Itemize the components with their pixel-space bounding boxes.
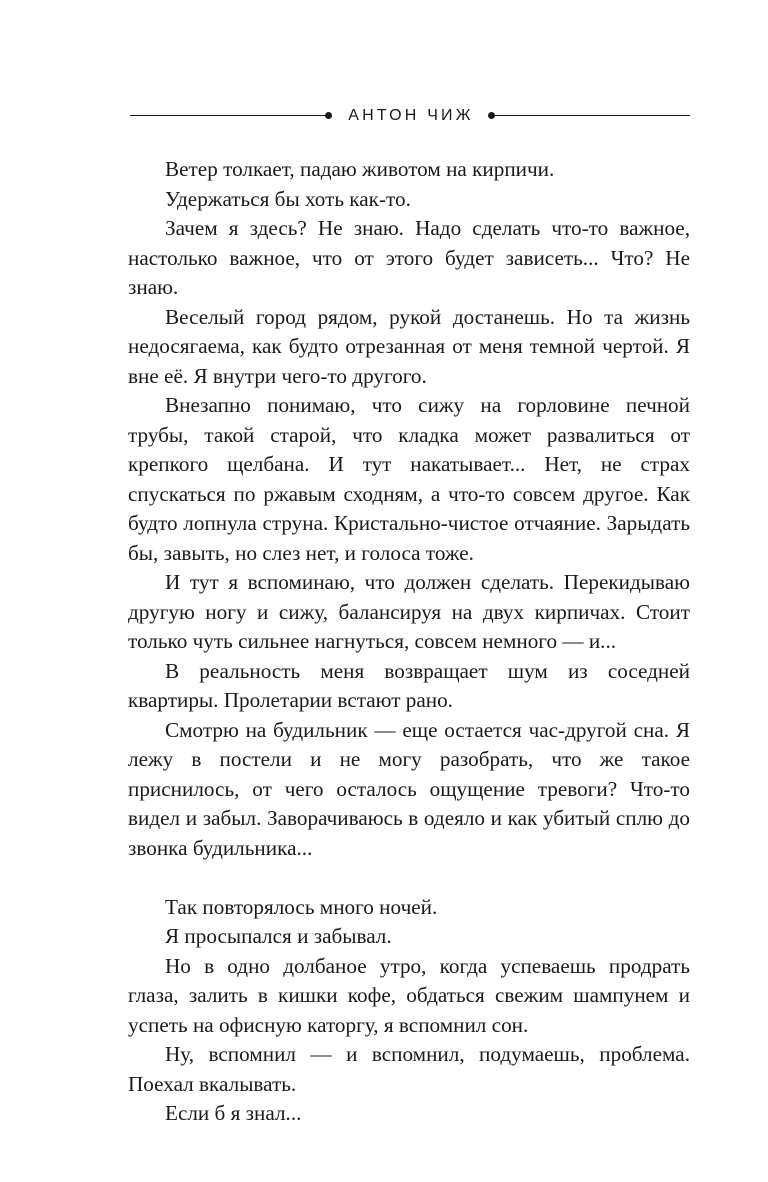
header-dot-left-icon: [325, 112, 332, 119]
header-rule-right: [494, 115, 690, 116]
running-header: [130, 104, 690, 128]
header-rule-left: [130, 115, 326, 116]
running-header-author: АНТОН ЧИЖ: [348, 107, 474, 124]
paragraph: Смотрю на будильник — еще остается час-другой сна. Я лежу в постели и не могу разобрать, что же такое приснилось, от чего осталось ощущение тревоги? Что-то видел и забыл. Заворачиваюсь в одеяло и как убитый сплю до звонка будильника...: [128, 717, 690, 860]
paragraph: И тут я вспоминаю, что должен сделать. Перекидываю другую ногу и сижу, балансируя на двух кирпичах. Стоит только чуть сильнее нагнуться, совсем немного — и...: [128, 570, 690, 653]
paragraph: Ветер толкает, падаю животом на кирпичи.: [165, 157, 555, 181]
paragraph: Но в одно долбаное утро, когда успеваешь продрать глаза, залить в кишки кофе, обдаться свежим шампунем и успеть на офисную каторгу, я вспомнил сон.: [128, 953, 690, 1037]
body-text: [128, 155, 690, 1129]
paragraph: Я просыпался и забывал.: [165, 924, 392, 948]
paragraph: В реальность меня возвращает шум из соседней квартиры. Пролетарии встают рано.: [128, 658, 690, 712]
paragraph: Так повторялось много ночей.: [165, 894, 438, 919]
paragraph: Удержаться бы хоть как-то.: [165, 186, 411, 211]
paragraph: Если б я знал...: [165, 1101, 302, 1125]
paragraph: Ну, вспомнил — и вспомнил, подумаешь, проблема. Поехал вкалывать.: [128, 1042, 690, 1096]
paragraph: Зачем я здесь? Не знаю. Надо сделать что-то важное, настолько важное, что от этого будет зависеть... Что? Не знаю.: [128, 216, 690, 299]
paragraph: Веселый город рядом, рукой достанешь. Но та жизнь недосягаема, как будто отрезанная от меня темной чертой. Я вне её. Я внутри чего-то другого.: [128, 304, 690, 388]
paragraph: Внезапно понимаю, что сижу на горловине печной трубы, такой старой, что кладка может развалиться от крепкого щелбана. И тут накатывает... Нет, не страх спускаться по ржавым сходням, а что-то совсем другое. Как будто лопнула струна. Кристально-чистое отчаяние. Зарыдать бы, завыть, но слез нет, и голоса тоже.: [128, 393, 690, 565]
section-break: [128, 863, 690, 893]
